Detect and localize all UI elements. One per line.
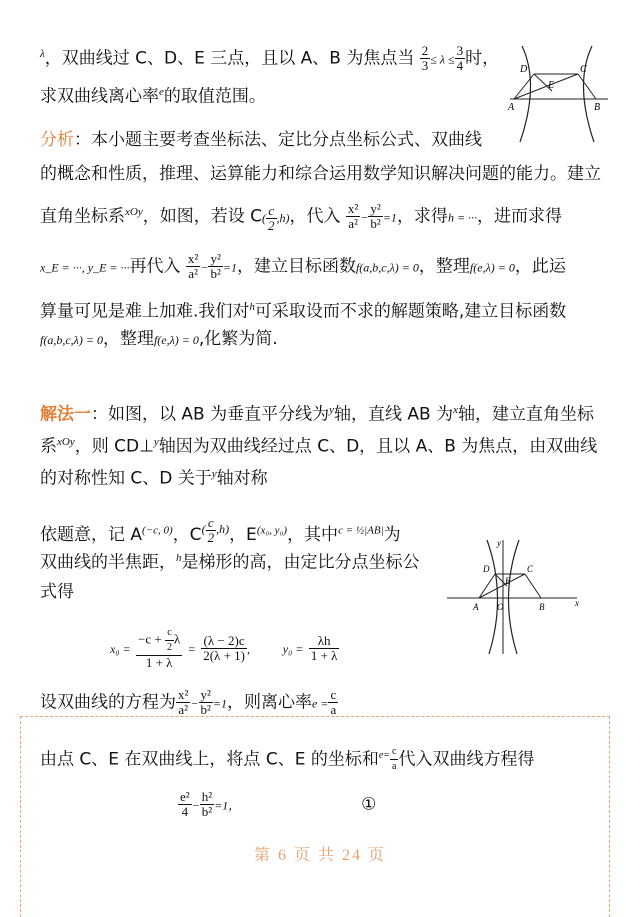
problem-text-1: ，双曲线过 C、D、E 三点，且以 A、B 为焦点当 (44, 48, 415, 69)
svg-text:A: A (473, 602, 479, 612)
svg-text:E: E (505, 576, 511, 586)
problem-line-1: $^\lambda$，双曲线过 C、D、E 三点，且以 A、B 为焦点当 $\frac{2}{3}$ ≤ λ ≤ $\frac{3}{4}$ 时， (40, 43, 500, 74)
problem-text-1b: 时， (465, 48, 500, 69)
solution-line-2: 系$^{xOy}$，则 CD⊥$^y$轴因为双曲线经过点 C、D，且以 A、B 为焦点，由双曲线 (40, 436, 598, 457)
svg-text:E: E (548, 80, 555, 91)
analysis-line-1: 分析：本小题主要考查坐标法、定比分点坐标公式、双曲线 (40, 130, 482, 150)
equation-1-number: ① (361, 794, 377, 815)
solution-line-3: 的对称性知 C、D 关于$^y$轴对称 (40, 468, 268, 489)
analysis-line-4: x_E = ···, y_E = ···再代入 $\frac{\text{x²}}{\text{a²}}$ − $\frac{\text{y²}}{\text{b²}}$ =1，建立目标函数f(a,b,c,λ) = 0，整理f(e,λ) = 0，此运 (40, 251, 566, 281)
svg-text:C: C (580, 64, 587, 75)
formula-x0-y0: x₀ = −c + $\frac{c}{2}$ λ 1 + λ = $\frac{(\lambda - 2)c}{2(\lambda + 1)}$ , y₀ = $\frac{\lambda h}{1 + \lambda}$ (110, 627, 338, 670)
svg-text:A: A (508, 102, 515, 113)
analysis-label: 分析 (40, 130, 74, 150)
solution-line-7: 设双曲线的方程为 $\frac{\text{x²}}{\text{a²}}$ − $\frac{\text{y²}}{\text{b²}}$ =1，则离心率e = $\frac{c}{a}$ (40, 687, 337, 717)
solution-line-5: 双曲线的半焦距，$^h$是梯形的高，由定比分点坐标公 (40, 552, 420, 573)
svg-text:D: D (520, 64, 528, 75)
solution-line-6: 式得 (40, 582, 74, 602)
svg-text:B: B (539, 602, 545, 612)
range-fraction-high: $\frac{3}{4}$ (456, 43, 464, 74)
svg-text:C: C (527, 564, 534, 574)
range-fraction-low: $\frac{2}{3}$ (421, 43, 429, 74)
solution-label: 解法一 (40, 404, 91, 425)
analysis-line-3: 直角坐标系$^{xOy}$，如图，若设 C( $\frac{c}{2}$ ,h)，代入 $\frac{\text{x²}}{\text{a²}}$ − $\frac{\text{y²}}{\text{b²}}$ =1，求得h = ···，进而求得 (40, 201, 563, 234)
solution-line-4: 依题意，记 $A^{(-c, 0)}$，$C^{( \frac{c}{2} ,h)}$，$E^{(x_0, y_0)}$，其中$^{c = \frac{1}{2}|AB|}$为 (40, 515, 401, 545)
solution-line-8: 由点 C、E 在双曲线上，将点 C、E 的坐标和$^{e=}$ $\frac{c}{a}$ 代入双曲线方程得 (40, 746, 535, 773)
hyperbola-trapezoid-figure-1 (500, 44, 615, 144)
analysis-line-5: 算量可见是难上加难.我们对$^h$可采取设而不求的解题策略,建立目标函数 (40, 301, 567, 322)
lambda-symbol: λ (40, 48, 45, 60)
svg-text:x: x (575, 598, 579, 608)
solution-line-1: 解法一：如图，以 AB 为垂直平分线为$^y$轴，直线 AB 为$^x$轴，建立直角坐标 (40, 404, 594, 425)
equation-1: $\frac{\text{e²}}{4}$ − $\frac{\text{h²}}{\text{b²}}$ =1， ① (180, 789, 377, 819)
svg-text:y: y (497, 538, 501, 548)
analysis-line-6: f(a,b,c,λ) = 0，整理f(e,λ) = 0,化繁为简. (40, 329, 278, 349)
svg-text:B: B (594, 102, 601, 113)
page-footer: 第 6 页 共 24 页 (253, 847, 386, 864)
svg-text:O: O (497, 602, 504, 612)
analysis-line-2: 的概念和性质，推理、运算能力和综合运用数学知识解决问题的能力。建立 (40, 164, 601, 184)
svg-text:D: D (483, 564, 490, 574)
hyperbola-coordinate-figure-2 (445, 536, 585, 656)
problem-line-2: 求双曲线离心率$^e$的取值范围。 (40, 86, 266, 107)
